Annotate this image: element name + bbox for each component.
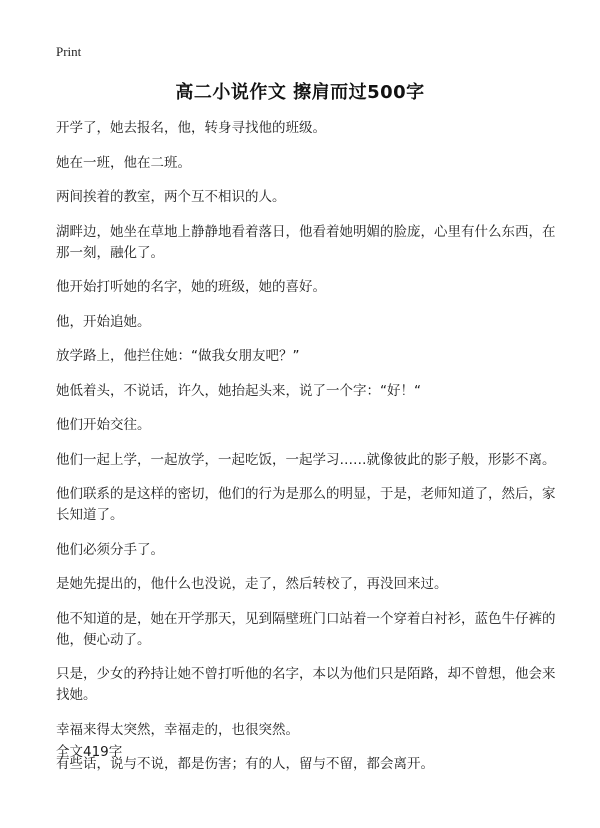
article-body bbox=[56, 118, 560, 789]
print-label: Print bbox=[56, 44, 82, 59]
paragraph: 有些话，说与不说，都是伤害；有的人，留与不留，都会离开。 bbox=[56, 756, 434, 772]
paragraph: 他，开始追她。 bbox=[56, 313, 151, 330]
paragraph: 放学路上，他拦住她：“做我女朋友吧？” bbox=[56, 348, 300, 364]
paragraph: 他们开始交往。 bbox=[56, 417, 151, 433]
paragraph: 两间挨着的教室，两个互不相识的人。 bbox=[56, 189, 286, 205]
paragraph: 他们联系的是这样的密切，他们的行为是那么的明显，于是，老师知道了，然后，家长知道了。 bbox=[56, 486, 556, 523]
word-count: 全文419字 bbox=[56, 744, 123, 760]
paragraph: 湖畔边，她坐在草地上静静地看着落日，他看着她明媚的脸庞，心里有什么东西，在那一刻，融化了。 bbox=[56, 223, 556, 261]
page-title: 高二小说作文 擦肩而过500字 bbox=[175, 82, 425, 103]
paragraph: 他开始打听她的名字，她的班级，她的喜好。 bbox=[56, 279, 326, 295]
paragraph: 幸福来得太突然，幸福走的，也很突然。 bbox=[56, 721, 299, 738]
paragraph: 是她先提出的，他什么也没说，走了，然后转校了，再没回来过。 bbox=[56, 576, 448, 592]
paragraph: 只是，少女的矜持让她不曾打听他的名字，本以为他们只是陌路，却不曾想，他会来找她。 bbox=[56, 666, 556, 703]
paragraph: 她在一班，他在二班。 bbox=[56, 154, 191, 171]
paragraph: 她低着头，不说话，许久，她抬起头来，说了一个字：“好！“ bbox=[56, 382, 421, 399]
paragraph: 他们一起上学，一起放学，一起吃饭，一起学习……就像彼此的影子般，形影不离。 bbox=[56, 451, 556, 468]
paragraph: 他们必须分手了。 bbox=[56, 541, 164, 558]
paragraph: 他不知道的是，她在开学那天，见到隔壁班门口站着一个穿着白衬衫，蓝色牛仔裤的他，便心动了。 bbox=[56, 610, 556, 648]
paragraph: 开学了，她去报名，他，转身寻找他的班级。 bbox=[56, 120, 326, 136]
